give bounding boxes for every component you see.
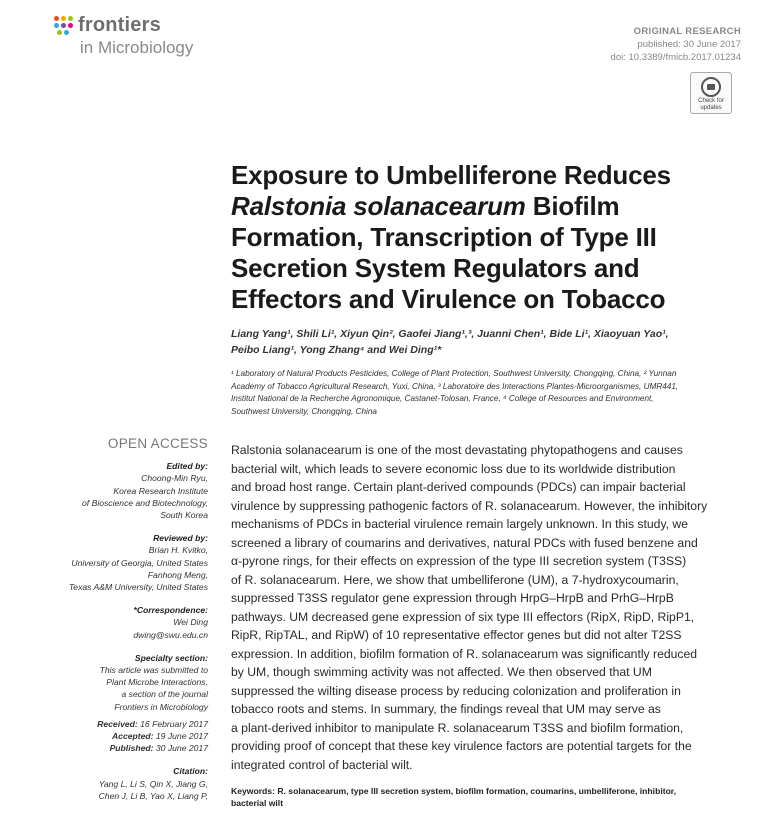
specialty-heading: Specialty section: bbox=[134, 652, 208, 663]
affiliation-line: ¹ Laboratory of Natural Products Pesticides, College of Plant Protection, Southwest University, Chongqing, China, ² Yunnan bbox=[231, 369, 677, 378]
abstract-line: by UM, though swimming activity was not affected. We then observed that UM bbox=[231, 665, 652, 679]
reviewer-line: Fanhong Meng, bbox=[147, 569, 208, 580]
abstract-line: bacterial wilt, which leads to severe economic loss due to its worldwide distribution bbox=[231, 461, 676, 476]
authors-line: Peibo Liang¹, Yong Zhang⁴ and Wei Ding¹* bbox=[231, 344, 442, 356]
abstract bbox=[231, 441, 729, 774]
abstract-line: suppressed the wilting disease process by reducing colonization and proliferation in bbox=[231, 683, 681, 698]
title-line: Exposure to Umbelliferone Reduces bbox=[231, 160, 671, 190]
reviewer-line: Brian H. Kvitko, bbox=[148, 545, 208, 556]
affiliation-line: Academy of Tobacco Agricultural Research, Yuxi, China, ³ Laboratoire des Interactions Plantes-Microorganismes, UMR441, bbox=[231, 381, 679, 391]
title-line: Formation, Transcription of Type III bbox=[231, 222, 657, 252]
specialty-line: Frontiers in Microbiology bbox=[114, 701, 208, 712]
doi-link[interactable]: doi: 10.3389/fmicb.2017.01234 bbox=[610, 52, 741, 63]
abstract-line: of R. solanacearum. Here, we show that umbelliferone (UM), a 7-hydroxycoumarin, bbox=[231, 572, 679, 587]
authors-line: Liang Yang¹, Shili Li¹, Xiyun Qin², Gaofei Jiang¹,³, Juanni Chen¹, Bide Li¹, Xiaoyuan Yao¹, bbox=[231, 328, 669, 340]
check-updates-line2: updates bbox=[700, 105, 722, 111]
accepted-label: Accepted: bbox=[111, 731, 154, 742]
title-line: Biofilm bbox=[525, 191, 620, 221]
article-title bbox=[231, 160, 731, 315]
article-type: ORIGINAL RESEARCH bbox=[633, 26, 741, 37]
author-list bbox=[231, 326, 741, 358]
abstract-line: providing proof of concept that these key virulence factors are potential targets for the bbox=[231, 739, 692, 753]
citation-line: Yang L, Li S, Qin X, Jiang G, bbox=[98, 778, 208, 789]
abstract-line: α-pyrone rings, for their effects on expression of the type III secretion system (T3SS) bbox=[231, 554, 687, 568]
specialty-line: This article was submitted to bbox=[99, 665, 208, 676]
journal-logo[interactable] bbox=[54, 14, 254, 62]
abstract-line: a plant-derived inhibitor to manipulate R. solanacearum T3SS and biofilm formation, bbox=[231, 720, 684, 735]
keywords-line: R. solanacearum, type III secretion system, biofilm formation, coumarins, umbelliferone, inhibitor, bbox=[274, 786, 677, 796]
editor-line: South Korea bbox=[160, 510, 208, 521]
edited-by-heading: Edited by: bbox=[166, 461, 208, 472]
publish-date: published: 30 June 2017 bbox=[637, 39, 741, 50]
abstract-line: integrated control of bacterial wilt. bbox=[231, 757, 413, 772]
affiliation-line: Institut National de la Recherche Agronomique, Castanet-Tolosan, France, ⁴ College of Resources and Environment, bbox=[231, 394, 654, 403]
abstract-line: pathways. UM decreased gene expression of six type III effectors (RipX, RipD, RipP1, bbox=[231, 609, 695, 624]
abstract-line: virulence by suppressing pathogenic factors of R. solanacearum. However, the inhibitory bbox=[231, 498, 708, 513]
check-updates-badge[interactable] bbox=[690, 72, 732, 114]
reviewer-line: Texas A&M University, United States bbox=[68, 582, 208, 593]
published-date: Published: 30 June 2017 bbox=[109, 743, 208, 754]
editor-line: of Bioscience and Biotechnology, bbox=[82, 497, 208, 508]
reviewed-by-heading: Reviewed by: bbox=[153, 533, 208, 544]
article-header bbox=[611, 25, 741, 64]
abstract-line: RipR, RipTAL, and RipW) of 10 representative effector genes but did not alter T2SS bbox=[231, 628, 682, 642]
article-sidebar bbox=[50, 438, 208, 802]
abstract-line: mechanisms of PDCs in bacterial virulence remain largely unknown. In this study, we bbox=[231, 517, 689, 531]
published-label: Published: bbox=[109, 743, 154, 754]
abstract-line: and broad host range. Certain plant-derived compounds (PDCs) can impair bacterial bbox=[231, 480, 686, 494]
correspondence-email[interactable]: dwing@swu.edu.cn bbox=[133, 629, 208, 640]
reviewer-line: University of Georgia, United States bbox=[71, 557, 208, 568]
received-label: Received: bbox=[97, 718, 138, 729]
citation-heading: Citation: bbox=[173, 766, 208, 777]
abstract-line: screened a library of coumarins and derivatives, natural PDCs with fused benzene and bbox=[231, 535, 698, 550]
brand-name: frontiers bbox=[78, 14, 161, 36]
frontiers-logo-icon bbox=[54, 16, 76, 38]
keywords-label: Keywords: bbox=[231, 786, 275, 796]
title-line: Effectors and Virulence on Tobacco bbox=[231, 284, 666, 314]
editor-line: Choong-Min Ryu, bbox=[141, 473, 208, 484]
received-date: Received: 16 February 2017 bbox=[97, 718, 208, 729]
correspondence-heading: *Correspondence: bbox=[133, 605, 208, 616]
keywords-line: bacterial wilt bbox=[231, 797, 284, 808]
affiliation-line: Southwest University, Chongqing, China bbox=[231, 406, 377, 416]
accepted-date: Accepted: 19 June 2017 bbox=[111, 731, 208, 742]
abstract-line: Ralstonia solanacearum is one of the most devastating phytopathogens and causes bbox=[231, 443, 683, 457]
journal-section: in Microbiology bbox=[80, 38, 194, 57]
affiliations bbox=[231, 368, 741, 418]
title-line: Secretion System Regulators and bbox=[231, 253, 640, 283]
update-icon bbox=[701, 77, 721, 97]
correspondence-name: Wei Ding bbox=[173, 617, 208, 628]
abstract-line: expression. In addition, biofilm formation of R. solanacearum was significantly reduced bbox=[231, 646, 698, 661]
keywords bbox=[231, 786, 729, 809]
abstract-line: suppressed T3SS regulator gene expression through HrpG–HrpB and PrhG–HrpB bbox=[231, 591, 674, 605]
open-access-label: OPEN ACCESS bbox=[107, 436, 208, 451]
title-species: Ralstonia solanacearum bbox=[231, 191, 526, 221]
abstract-line: tobacco roots and stems. In summary, the findings reveal that UM may serve as bbox=[231, 702, 661, 716]
specialty-line: a section of the journal bbox=[121, 689, 208, 700]
citation-line: Chen J, Li B, Yao X, Liang P, bbox=[98, 790, 208, 801]
check-updates-line1: Check for bbox=[698, 98, 724, 104]
specialty-line: Plant Microbe Interactions, bbox=[106, 677, 208, 688]
editor-line: Korea Research Institute bbox=[113, 485, 208, 496]
